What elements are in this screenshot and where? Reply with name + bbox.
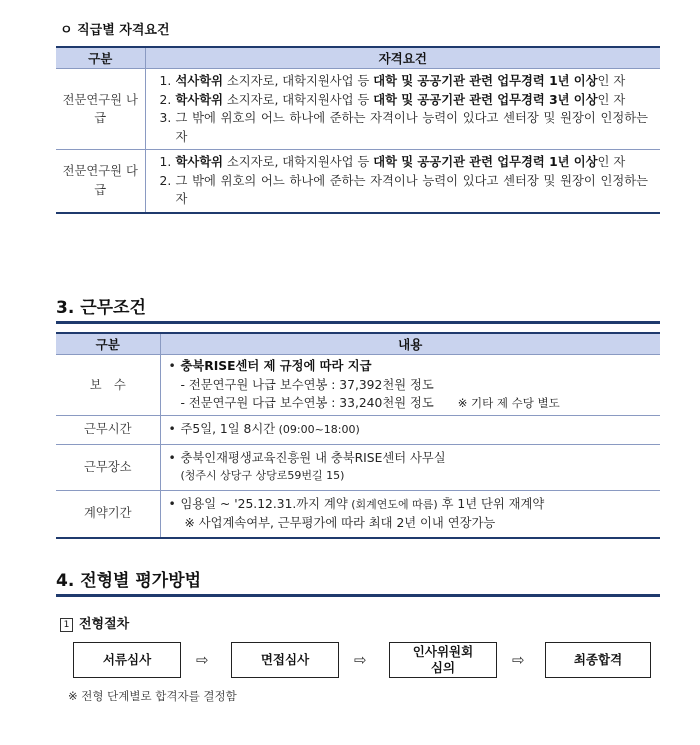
place-text: 충북인재평생교육진흥원 내 충북RISE센터 사무실 [180, 450, 446, 465]
work-conditions-table [56, 332, 660, 539]
header-qualification: 자격요건 [145, 47, 660, 69]
grade-label: 전문연구원 나급 [56, 69, 145, 150]
qualification-table [56, 46, 660, 214]
pay-label: 보 수 [56, 355, 160, 416]
qualification-row-na [56, 69, 660, 150]
arrow-right-icon: ⇨ [196, 651, 209, 669]
hours-text: 주5일, 1일 8시간 [180, 421, 276, 436]
work-header-row [56, 333, 660, 355]
step-document-screening: 서류심사 [73, 642, 181, 678]
qualification-row-da [56, 150, 660, 213]
work-row-place: 근무장소 • 충북인재평생교육진흥원 내 충북RISE센터 사무실 (청주시 상당구 상당로59번길 15) [56, 444, 660, 490]
requirement-item: 2. 그 밖에 위호의 어느 하나에 준하는 자격이나 능력이 있다고 센터장 및 원장이 인정하는 자 [159, 173, 648, 206]
pay-main: 충북RISE센터 제 규정에 따라 지급 [180, 359, 372, 373]
header-content: 내용 [160, 333, 660, 355]
header-category: 구분 [56, 333, 160, 355]
procedure-note: ※ 전형 단계별로 합격자를 결정함 [68, 689, 237, 703]
contract-note: ※ 사업계속여부, 근무평가에 따라 최대 2년 이내 연장가능 [184, 516, 496, 530]
boxed-number: 1 [60, 618, 73, 632]
grade-label: 전문연구원 다급 [56, 150, 145, 213]
arrow-right-icon: ⇨ [512, 651, 525, 669]
requirement-item: 1. 학사학위 소지자로, 대학지원사업 등 대학 및 공공기관 관련 업무경력 1년 이상인 자 [159, 155, 626, 169]
work-row-hours: 근무시간 • 주5일, 1일 8시간 (09:00~18:00) [56, 415, 660, 444]
requirement-item: 1. 석사학위 소지자로, 대학지원사업 등 대학 및 공공기관 관련 업무경력 1년 이상인 자 [159, 74, 626, 88]
requirement-list [146, 150, 661, 212]
qualification-header-row [56, 47, 660, 69]
step-interview: 면접심사 [231, 642, 339, 678]
hours-label: 근무시간 [56, 415, 160, 444]
section-title-work-conditions: 3. 근무조건 [56, 293, 660, 324]
place-address: (청주시 상당구 상당로59번길 15) [180, 469, 345, 482]
pay-sub-da: - 전문연구원 다급 보수연봉 : 33,240천원 정도 ※ 기타 제 수당 별도 [169, 394, 653, 413]
place-label: 근무장소 [56, 444, 160, 490]
step-final-pass: 최종합격 [545, 642, 651, 678]
requirement-list [146, 69, 661, 149]
step-personnel-committee: 인사위원회 심의 [389, 642, 497, 678]
arrow-right-icon: ⇨ [354, 651, 367, 669]
pay-sub-na: - 전문연구원 나급 보수연봉 : 37,392천원 정도 [180, 377, 434, 392]
requirement-item: 2. 학사학위 소지자로, 대학지원사업 등 대학 및 공공기관 관련 업무경력 3년 이상인 자 [159, 92, 626, 107]
work-row-contract: 계약기간 • 임용일 ~ '25.12.31.까지 계약 (회계연도에 따름) 후 1년 단위 재계약 ※ 사업계속여부, 근무평가에 따라 최대 2년 이내 연장가능 [56, 490, 660, 538]
qualification-heading: ㅇ 직급별 자격요건 [60, 23, 170, 38]
header-category: 구분 [56, 47, 145, 69]
requirement-item: 3. 그 밖에 위호의 어느 하나에 준하는 자격이나 능력이 있다고 센터장 및 원장이 인정하는 자 [159, 111, 648, 144]
section-title-evaluation: 4. 전형별 평가방법 [56, 566, 660, 597]
contract-label: 계약기간 [56, 490, 160, 538]
procedure-heading: 1 전형절차 [60, 613, 129, 632]
pay-note: ※ 기타 제 수당 별도 [457, 396, 560, 410]
contract-text: 임용일 ~ '25.12.31.까지 계약 [180, 496, 348, 511]
work-row-pay: 보 수 • 충북RISE센터 제 규정에 따라 지급 - 전문연구원 나급 보수연봉 : 37,392천원 정도 - 전문연구원 다급 보수연봉 : 33,240천원 정도 ※ 기타 제 수당 별도 [56, 355, 660, 416]
